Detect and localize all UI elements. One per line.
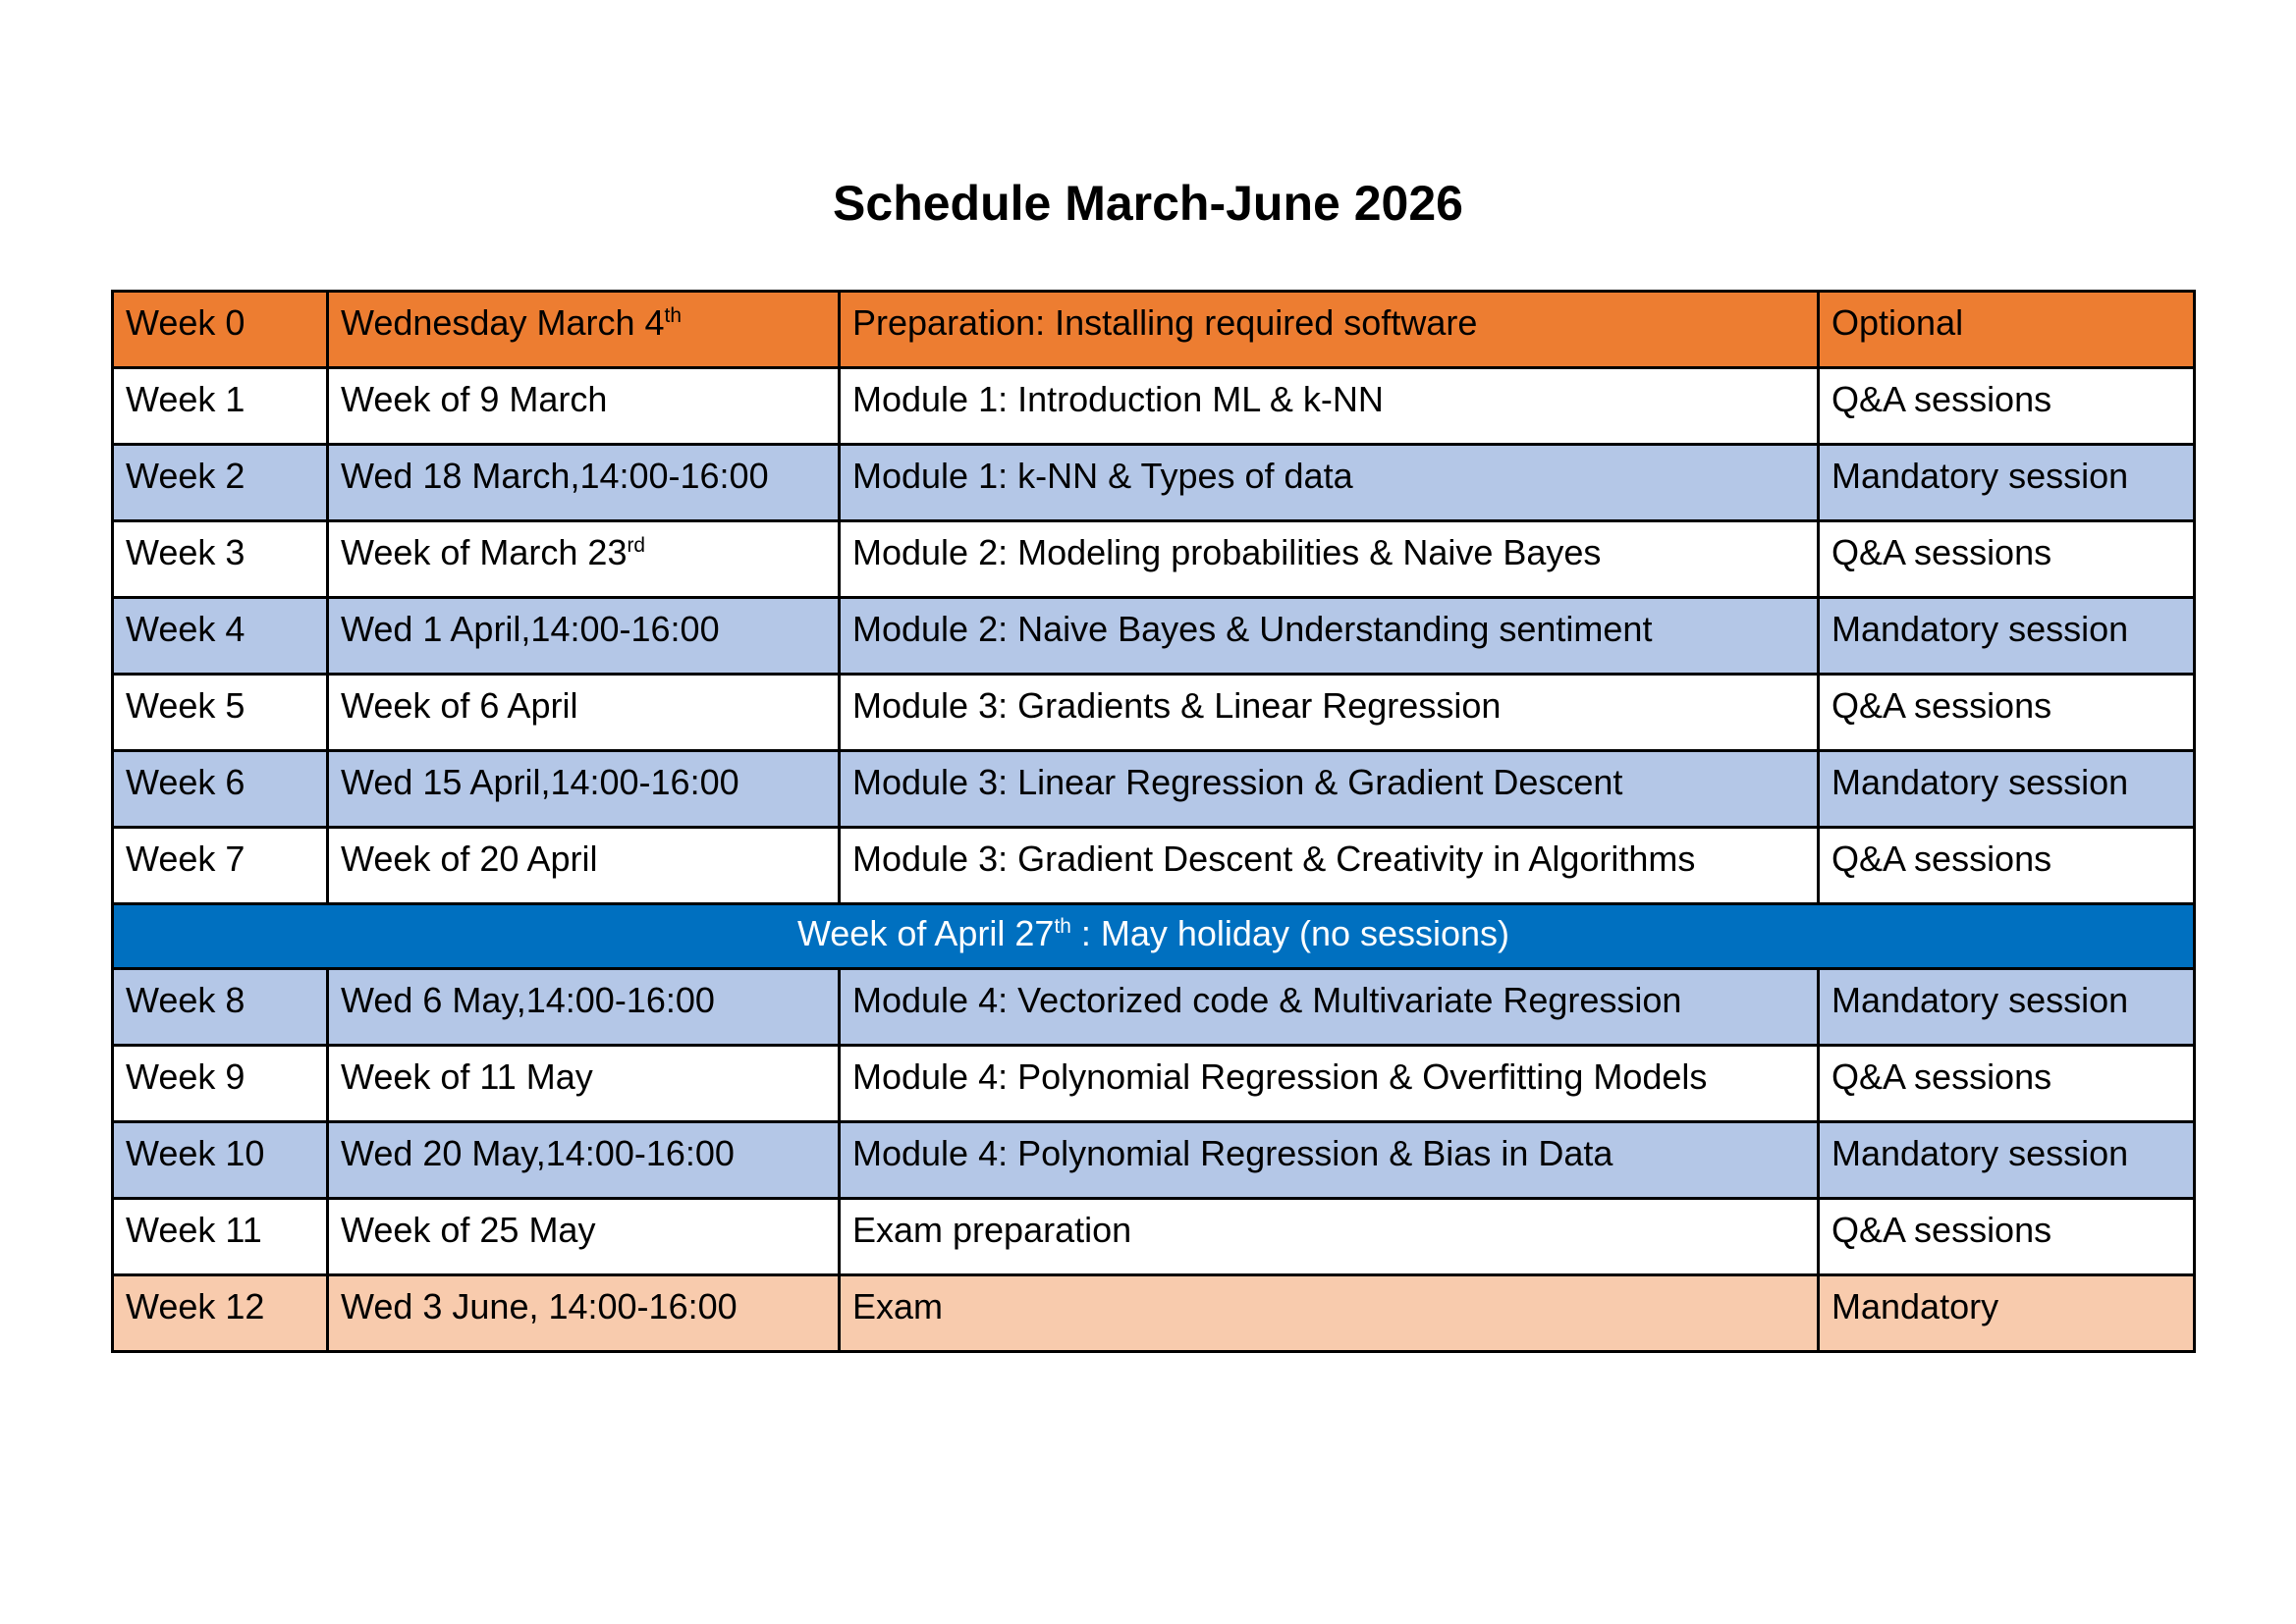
date-text: Wednesday March 4 (341, 302, 665, 343)
type-cell: Mandatory session (1819, 751, 2195, 828)
date-text: Week of March 23 (341, 532, 628, 572)
week-cell: Week 12 (113, 1275, 328, 1352)
type-cell: Q&A sessions (1819, 1046, 2195, 1122)
date-cell: Week of 11 May (328, 1046, 840, 1122)
table-row-week-9 (113, 1046, 2195, 1122)
table-row-week-2 (113, 445, 2195, 521)
type-cell: Q&A sessions (1819, 368, 2195, 445)
type-cell: Mandatory session (1819, 445, 2195, 521)
holiday-superscript: th (1054, 915, 1071, 938)
topic-cell: Exam (840, 1275, 1819, 1352)
date-cell: Week of 9 March (328, 368, 840, 445)
date-cell: Week of 6 April (328, 675, 840, 751)
table-row-week-11 (113, 1199, 2195, 1275)
type-cell: Q&A sessions (1819, 1199, 2195, 1275)
topic-cell: Module 3: Linear Regression & Gradient Descent (840, 751, 1819, 828)
schedule-table (111, 290, 2196, 1353)
table-row-week-4 (113, 598, 2195, 675)
week-label: Week 0 (126, 302, 246, 343)
type-cell: Mandatory session (1819, 969, 2195, 1046)
type-cell: Q&A sessions (1819, 675, 2195, 751)
week-cell: Week 9 (113, 1046, 328, 1122)
table-row-week-10 (113, 1122, 2195, 1199)
type-cell: Q&A sessions (1819, 828, 2195, 904)
table-row-week-5 (113, 675, 2195, 751)
table-row-week-7 (113, 828, 2195, 904)
week-cell (113, 292, 328, 368)
date-cell: Wed 20 May,14:00-16:00 (328, 1122, 840, 1199)
topic-cell: Module 4: Vectorized code & Multivariate Regression (840, 969, 1819, 1046)
week-cell: Week 7 (113, 828, 328, 904)
table-row-week-0 (113, 292, 2195, 368)
topic-cell: Module 1: k-NN & Types of data (840, 445, 1819, 521)
type-cell: Optional (1819, 292, 2195, 368)
week-cell: Week 11 (113, 1199, 328, 1275)
type-cell: Q&A sessions (1819, 521, 2195, 598)
week-cell: Week 3 (113, 521, 328, 598)
table-row-week-3 (113, 521, 2195, 598)
table-row-week-1 (113, 368, 2195, 445)
holiday-text: Week of April 27 (796, 913, 1055, 953)
date-cell: Wed 6 May,14:00-16:00 (328, 969, 840, 1046)
week-cell: Week 4 (113, 598, 328, 675)
date-cell: Wed 18 March,14:00-16:00 (328, 445, 840, 521)
date-superscript: rd (627, 534, 646, 557)
table-row-week-12 (113, 1275, 2195, 1352)
holiday-banner-cell (113, 904, 2195, 969)
week-cell: Week 5 (113, 675, 328, 751)
week-cell: Week 8 (113, 969, 328, 1046)
date-cell: Wed 1 April,14:00-16:00 (328, 598, 840, 675)
table-row-week-6 (113, 751, 2195, 828)
holiday-text-rest: : May holiday (no sessions) (1070, 913, 1510, 953)
table-row-week-8 (113, 969, 2195, 1046)
topic-cell: Module 2: Naive Bayes & Understanding sentiment (840, 598, 1819, 675)
week-cell: Week 1 (113, 368, 328, 445)
week-cell: Week 6 (113, 751, 328, 828)
week-cell: Week 2 (113, 445, 328, 521)
topic-cell: Preparation: Installing required software (840, 292, 1819, 368)
holiday-banner-row (113, 904, 2195, 969)
type-cell: Mandatory session (1819, 1122, 2195, 1199)
topic-cell: Module 4: Polynomial Regression & Bias in Data (840, 1122, 1819, 1199)
page-title: Schedule March-June 2026 (833, 176, 1463, 231)
date-cell (328, 292, 840, 368)
topic-cell: Module 3: Gradient Descent & Creativity in Algorithms (840, 828, 1819, 904)
topic-cell: Module 4: Polynomial Regression & Overfitting Models (840, 1046, 1819, 1122)
topic-cell: Module 2: Modeling probabilities & Naive Bayes (840, 521, 1819, 598)
type-cell: Mandatory (1819, 1275, 2195, 1352)
date-cell: Wed 3 June, 14:00-16:00 (328, 1275, 840, 1352)
topic-cell: Module 3: Gradients & Linear Regression (840, 675, 1819, 751)
topic-cell: Exam preparation (840, 1199, 1819, 1275)
date-cell (328, 521, 840, 598)
week-cell: Week 10 (113, 1122, 328, 1199)
date-cell: Wed 15 April,14:00-16:00 (328, 751, 840, 828)
date-cell: Week of 20 April (328, 828, 840, 904)
type-cell: Mandatory session (1819, 598, 2195, 675)
topic-cell: Module 1: Introduction ML & k-NN (840, 368, 1819, 445)
date-superscript: th (664, 304, 682, 327)
date-cell: Week of 25 May (328, 1199, 840, 1275)
